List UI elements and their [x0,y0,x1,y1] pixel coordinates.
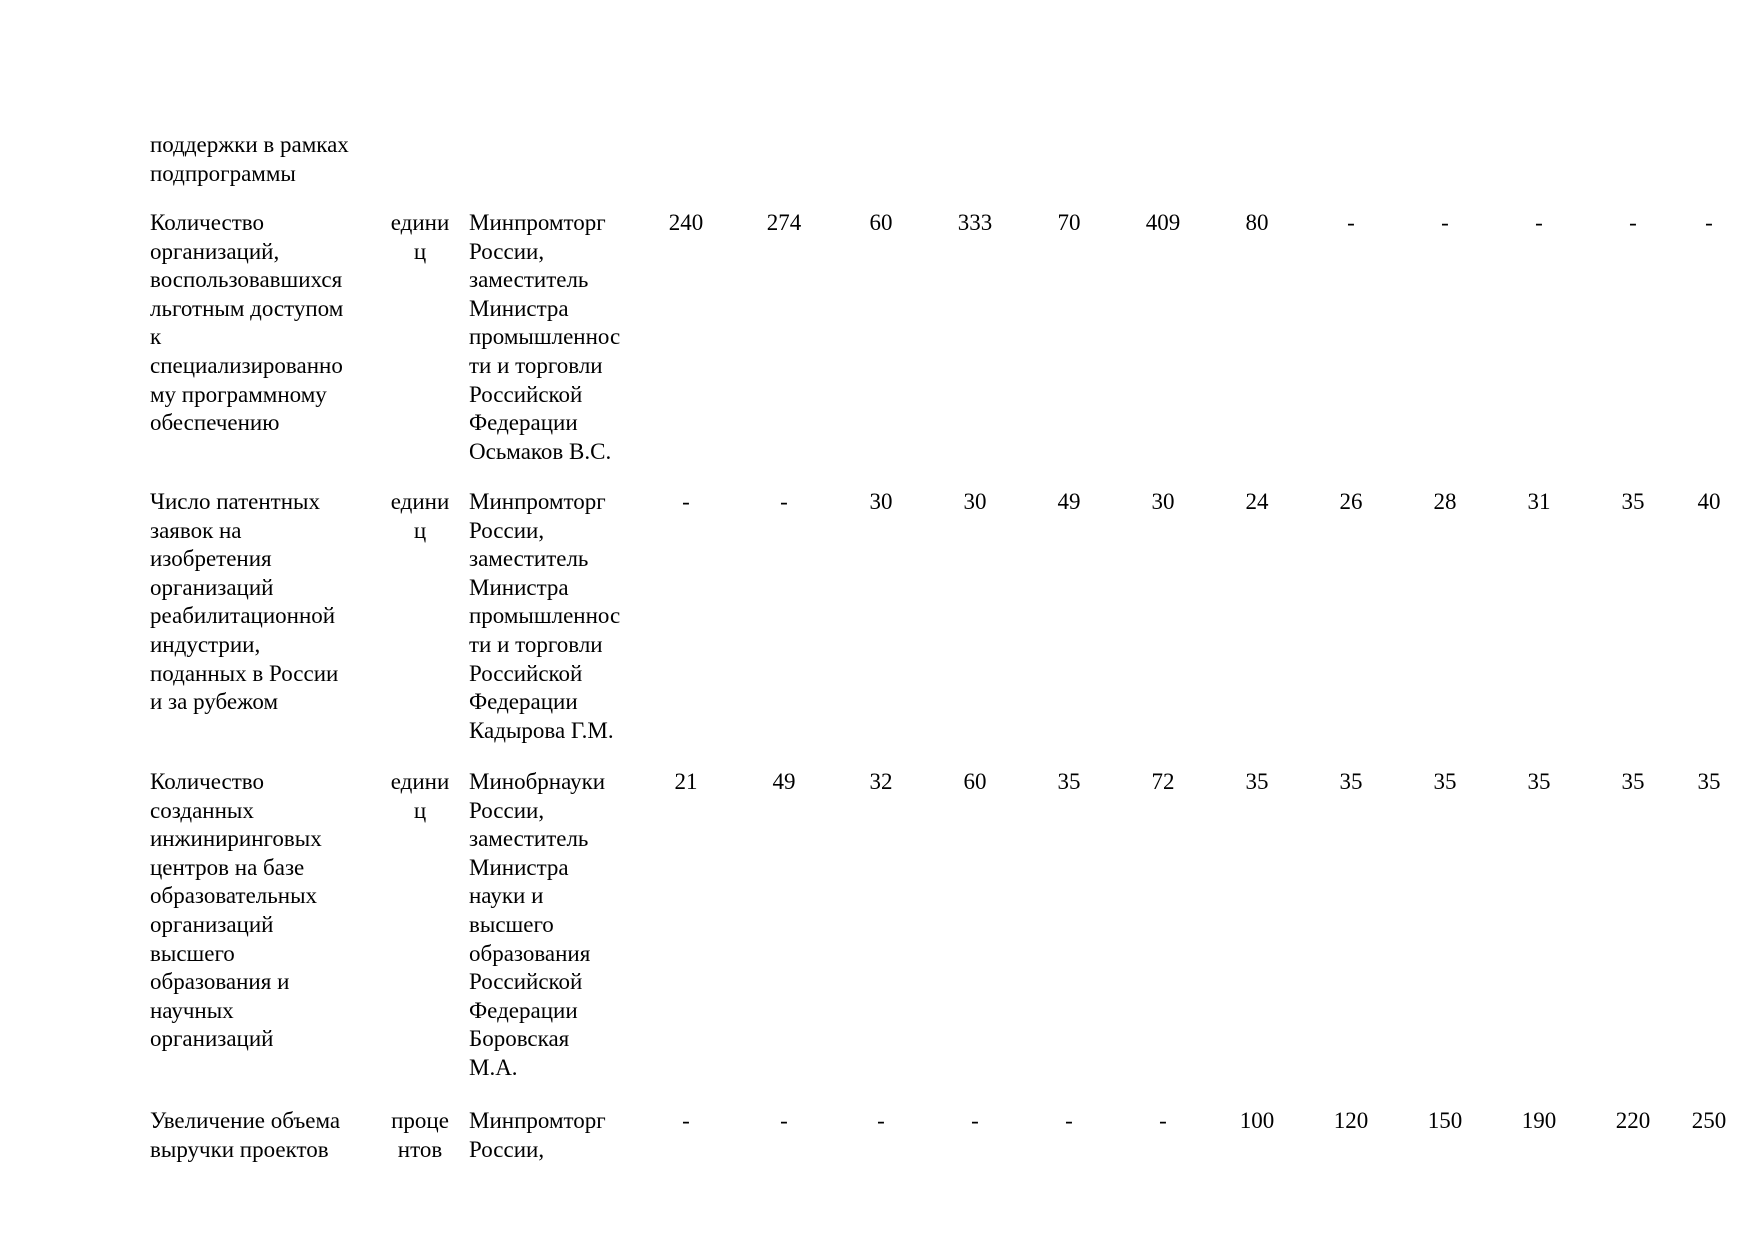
text-line: Количество [150,210,264,235]
text-line: организаций [150,1026,274,1052]
text-line: едини [390,769,450,794]
text-line: высшего [150,940,235,966]
text-line: ц [413,797,427,823]
value-cell: 26 [1339,489,1363,514]
value-cell: 28 [1433,489,1457,514]
value-cell: - [1535,210,1543,235]
value-cell: 274 [766,210,802,235]
text-line: индустрии, [150,631,261,657]
text-line: специализированно [150,352,343,378]
value-cell: 220 [1615,1108,1651,1133]
text-line: му программному [150,381,327,407]
value-cell: 32 [869,769,893,794]
value-cell: 150 [1427,1108,1463,1133]
value-cell: 30 [1151,489,1175,514]
value-cell: - [1159,1108,1167,1133]
text-line: заявок на [150,517,242,543]
text-line: к [150,324,162,350]
text-line: Осьмаков В.С. [469,438,612,464]
value-cell: 72 [1151,769,1175,794]
value-cell: 31 [1527,489,1551,514]
value-cell: 35 [1621,769,1645,794]
text-line: образовательных [150,883,318,909]
text-line: Минпромторг [469,1108,606,1133]
value-cell: - [1065,1108,1073,1133]
value-cell: 60 [869,210,893,235]
responsible-cell [469,1107,606,1164]
text-line: Минпромторг [469,489,606,514]
text-line: Федерации [469,997,578,1023]
text-line: Российской [469,381,583,407]
value-cell: 100 [1239,1108,1275,1133]
text-line: созданных [150,797,254,823]
text-line: заместитель [469,267,589,293]
value-cell: - [780,1108,788,1133]
text-line: льготным доступом [150,295,344,321]
value-cell: 35 [1621,489,1645,514]
text-line: Количество [150,769,264,794]
value-cell: - [877,1108,885,1133]
text-line: ц [413,238,427,264]
text-line: научных [150,997,234,1023]
text-line: Минобрнауки [469,769,606,794]
text-line: Российской [469,660,583,686]
text-line: организаций, [150,238,280,264]
value-cell: - [1441,210,1449,235]
text-line: высшего [469,911,554,937]
value-cell: - [682,489,690,514]
text-line: организаций [150,574,274,600]
text-line: инжиниринговых [150,826,322,852]
text-line: Боровская [469,1026,570,1052]
value-cell: 49 [1057,489,1081,514]
text-line: России, [469,238,545,264]
value-cell: 35 [1245,769,1269,794]
value-cell: 70 [1057,210,1081,235]
unit-cell [380,1107,460,1164]
text-line: поддержки в рамках [150,132,349,157]
value-cell: 60 [963,769,987,794]
text-line: заместитель [469,826,589,852]
text-line: ти и торговли [469,352,603,378]
text-line: промышленнос [469,324,621,350]
value-cell: 240 [668,210,704,235]
text-line: Федерации [469,689,578,715]
text-line: Министра [469,574,569,600]
responsible-cell [469,209,620,466]
value-cell: - [780,489,788,514]
text-line: подпрограммы [150,160,296,186]
text-line: выручки проектов [150,1136,329,1162]
text-line: центров на базе [150,854,305,880]
text-line: образования [469,940,591,966]
text-line: поданных в России [150,660,339,686]
text-line: организаций [150,911,274,937]
unit-cell [380,488,460,545]
text-line: ц [413,517,427,543]
text-line: промышленнос [469,603,621,629]
text-line: Увеличение объема [150,1108,341,1133]
indicator-cell [150,768,322,1054]
text-line: проце [391,1108,449,1133]
value-cell: - [971,1108,979,1133]
value-cell: 24 [1245,489,1269,514]
value-cell: 30 [869,489,893,514]
responsible-cell [469,768,605,1083]
responsible-cell [469,488,620,745]
text-line: нтов [397,1136,443,1162]
indicator-cell [150,209,343,438]
text-line: заместитель [469,546,589,572]
text-line: России, [469,1136,545,1162]
value-cell: 30 [963,489,987,514]
text-line: изобретения [150,546,272,572]
value-cell: - [1629,210,1637,235]
text-line: обеспечению [150,410,280,436]
value-cell: - [682,1108,690,1133]
value-cell: 35 [1527,769,1551,794]
text-line: Российской [469,969,583,995]
value-cell: 250 [1691,1108,1727,1133]
text-line: М.А. [469,1054,518,1080]
value-cell: - [1705,210,1713,235]
value-cell: 35 [1339,769,1363,794]
value-cell: 40 [1697,489,1721,514]
value-cell: 190 [1521,1108,1557,1133]
text-line: образования и [150,969,290,995]
text-line: Число патентных [150,489,320,514]
text-line: ти и торговли [469,631,603,657]
text-line: едини [390,489,450,514]
text-line: реабилитационной [150,603,336,629]
value-cell: 35 [1057,769,1081,794]
text-line: воспользовавшихся [150,267,343,293]
text-line: России, [469,517,545,543]
value-cell: 49 [772,769,796,794]
text-line: Кадырова Г.М. [469,717,614,743]
value-cell: 21 [674,769,698,794]
indicator-cell [150,488,338,717]
unit-cell [380,209,460,266]
value-cell: 333 [957,210,993,235]
text-line: едини [390,210,450,235]
unit-cell [380,768,460,825]
value-cell: 35 [1433,769,1457,794]
value-cell: 409 [1145,210,1181,235]
text-line: Министра [469,854,569,880]
indicator-cell [150,1107,340,1164]
text-line: и за рубежом [150,689,279,715]
text-line: науки и [469,883,544,909]
value-cell: - [1347,210,1355,235]
value-cell: 35 [1697,769,1721,794]
value-cell: 120 [1333,1108,1369,1133]
text-line: России, [469,797,545,823]
continuation-text [150,131,349,188]
value-cell: 80 [1245,210,1269,235]
text-line: Министра [469,295,569,321]
text-line: Минпромторг [469,210,606,235]
text-line: Федерации [469,410,578,436]
